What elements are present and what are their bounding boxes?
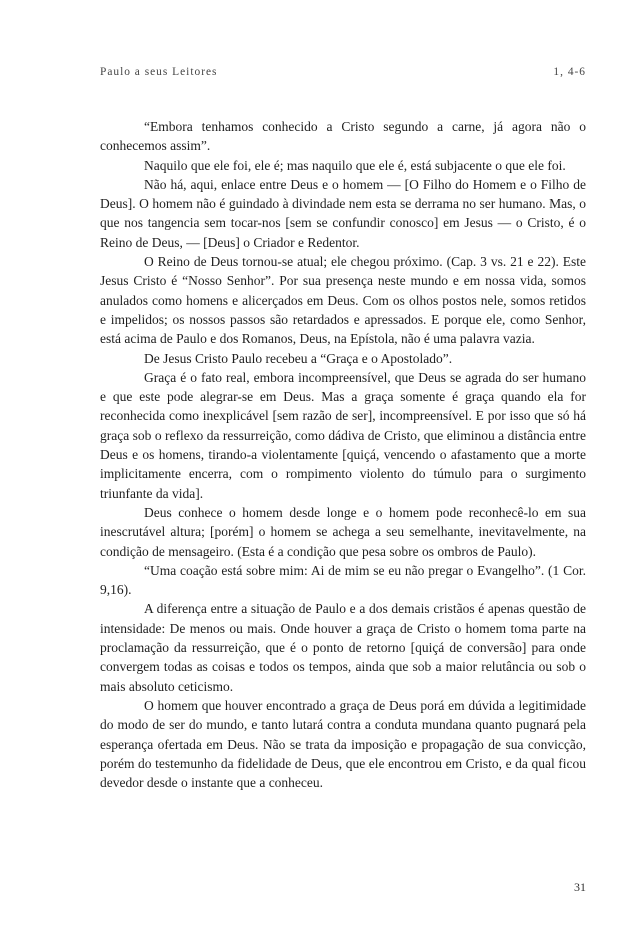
paragraph: Graça é o fato real, embora incompreensível, que Deus se agrada do ser humano e que este pode alegrar-se em Deus. Mas a graça somente é graça quando ela for reconhecida como inexplicável [sem razão de ser], incompreensível. E por isso que só há graça sob o reflexo da ressurreição, como dádiva de Cristo, que eliminou a distância entre Deus e os homens, tirando-a violentamente [quiçá, vencendo o afastamento que a morte implicitamente encerra, com o rompimento violento do túmulo para o surgimento triunfante da vida].	[100, 369, 586, 501]
paragraph: A diferença entre a situação de Paulo e a dos demais cristãos é apenas questão de intensidade: De menos ou mais. Onde houver a graça de Cristo o homem toma parte na proclamação da ressurreição, que é o ponto de retorno [quiçá de conversão] para onde convergem todas as coisas e todos os tempos, ainda que sob a maior relutância ou sob o mais absoluto ceticismo.	[100, 601, 586, 694]
paragraph: De Jesus Cristo Paulo recebeu a “Graça e o Apostolado”.	[144, 350, 453, 366]
paragraph: Deus conhece o homem desde longe e o homem pode reconhecê-lo em sua inescrutável altura; [porém] o homem se achega a seu semelhante, inevitavelmente, na condição de mensageiro. (Esta é a condição que pesa sobre os ombros de Paulo).	[100, 504, 586, 559]
paragraph: Naquilo que ele foi, ele é; mas naquilo que ele é, está subjacente o que ele foi.	[144, 157, 566, 173]
running-header	[100, 66, 586, 78]
paragraph: Não há, aqui, enlace entre Deus e o homem — [O Filho do Homem e o Filho de Deus]. O homem não é guindado à divindade nem esta se derrama no ser humano. Mas, o que nos tangencia sem tocar-nos [sem se confundir conosco] em Jesus — o Cristo, é o Reino de Deus, — [Deus] o Criador e Redentor.	[100, 176, 586, 250]
book-title: Paulo a seus Leitores	[100, 66, 218, 78]
paragraph: O homem que houver encontrado a graça de Deus porá em dúvida a legitimidade do modo de ser do mundo, e tanto lutará contra a conduta mundana quanto pugnará pela esperança ofertada em Deus. Não se trata da imposição e propagação de sua convicção, porém do testemunho da fidelidade de Deus, que ele encontrou em Cristo, e da qual ficou devedor desde o instante que a conheceu.	[100, 697, 586, 791]
chapter-reference: 1, 4-6	[553, 66, 586, 78]
paragraph: “Uma coação está sobre mim: Ai de mim se eu não pregar o Evangelho”. (1 Cor. 9,16).	[100, 562, 586, 598]
paragraph: “Embora tenhamos conhecido a Cristo segundo a carne, já agora não o conhecemos assim”.	[100, 119, 586, 154]
page-number: 31	[574, 880, 586, 894]
page-footer	[100, 880, 586, 895]
paragraph: O Reino de Deus tornou-se atual; ele chegou próximo. (Cap. 3 vs. 21 e 22). Este Jesus Cristo é “Nosso Senhor”. Por sua presença neste mundo e em nossa vida, somos anulados como homens e alicerçados em Deus. Com os olhos postos nele, somos retidos e impelidos; os nossos passos são retardados e apressados. E porque ele, como Senhor, está acima de Paulo e dos Romanos, Deus, na Epístola, não é uma palavra vazia.	[100, 254, 586, 347]
page-body	[100, 117, 586, 792]
